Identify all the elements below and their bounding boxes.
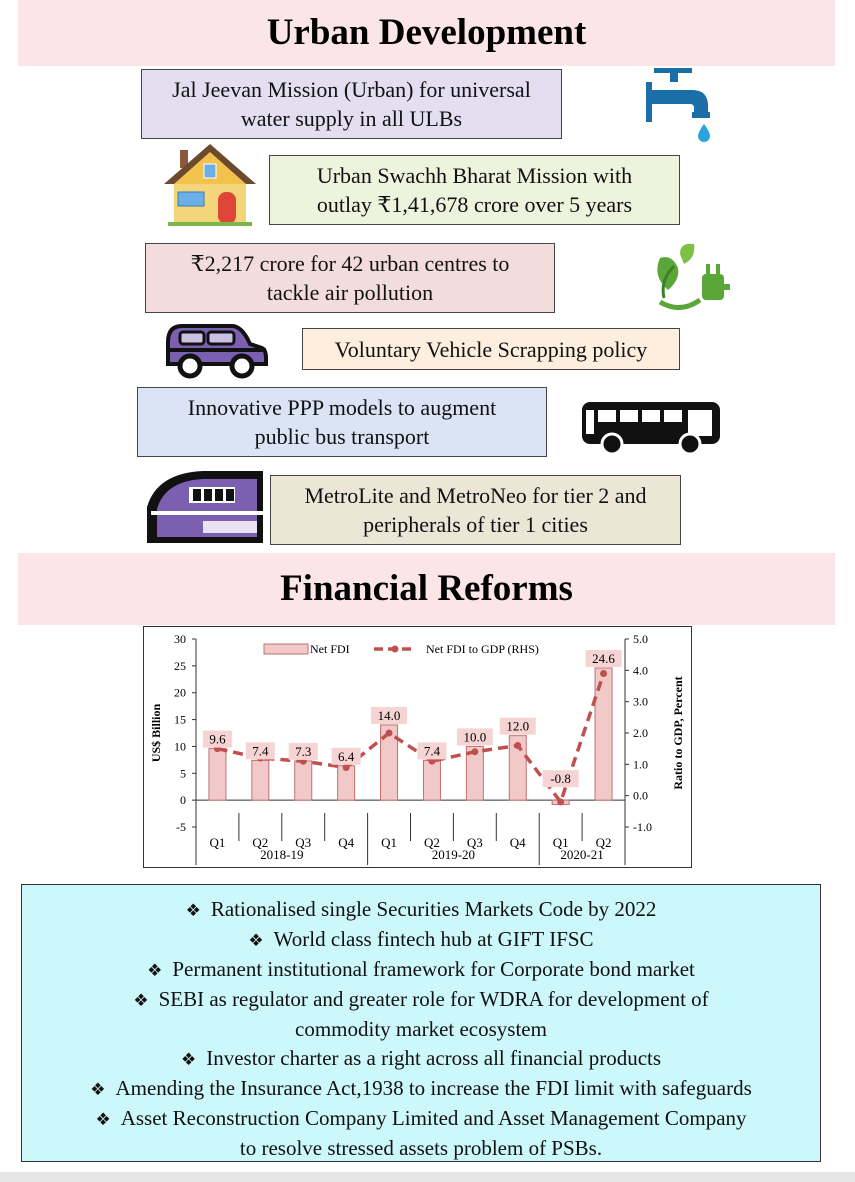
bullet-item-3-cont [30, 1015, 812, 1044]
car-icon [162, 318, 268, 382]
bar-net-fdi [209, 749, 226, 801]
line-point [514, 742, 521, 749]
bullet-text: Investor charter as a right across all financial products [206, 1046, 662, 1070]
bar-net-fdi [252, 760, 269, 800]
x-tick-label: Q1 [381, 835, 397, 850]
bullet-item-5 [30, 1074, 812, 1104]
y2-axis-label: Ratio to GDP, Percent [671, 676, 685, 790]
line-point [600, 670, 607, 677]
line-point [557, 798, 564, 805]
y2-tick-label: 3.0 [633, 694, 648, 709]
y2-tick-label: 0.0 [633, 788, 648, 803]
data-label: 9.6 [209, 731, 226, 747]
legend-line-label: Net FDI to GDP (RHS) [426, 642, 539, 656]
metro-train-icon [143, 467, 267, 547]
bullet-text: Permanent institutional framework for Corporate bond market [172, 957, 695, 981]
jal-jeevan-box [141, 69, 562, 139]
group-label: 2019-20 [431, 847, 476, 862]
jal-jeevan-line2: water supply in all ULBs [240, 106, 463, 131]
ppp-bus-box [137, 387, 547, 457]
financial-reforms-list [21, 884, 821, 1162]
air-pollution-box [145, 243, 555, 313]
data-label: 7.4 [252, 743, 269, 759]
bullet-item-0 [30, 895, 812, 925]
x-tick-label: Q3 [466, 835, 483, 850]
x-tick-label: Q2 [424, 835, 440, 850]
bullet-text: Asset Reconstruction Company Limited and Asset Management Company [120, 1106, 747, 1130]
house-icon [158, 140, 262, 228]
legend-bar-swatch [264, 644, 308, 654]
x-tick-label: Q1 [552, 835, 569, 850]
diamond-bullet-icon: ❖ [147, 961, 163, 980]
x-tick-label: Q3 [295, 835, 312, 850]
bus-icon [582, 400, 722, 456]
x-tick-label: Q4 [509, 835, 526, 850]
bullet-item-1 [30, 925, 812, 955]
data-label: -0.8 [550, 771, 571, 787]
bar-net-fdi [295, 761, 312, 800]
fdi-chart [143, 626, 692, 868]
diamond-bullet-icon: ❖ [248, 931, 264, 950]
y2-tick-label: 2.0 [633, 726, 648, 740]
bullet-item-6 [30, 1104, 812, 1134]
bullet-text: to resolve stressed assets problem of PSBs. [239, 1136, 603, 1160]
bottom-strip [0, 1172, 855, 1182]
air-pollution-line2: tackle air pollution [266, 280, 434, 305]
y2-tick-label: 1.0 [633, 757, 648, 772]
data-label: 6.4 [338, 748, 355, 764]
ppp-bus-line2: public bus transport [254, 424, 430, 449]
line-point [343, 764, 350, 771]
y-axis-label: US$ Billion [149, 703, 163, 763]
diamond-bullet-icon: ❖ [95, 1110, 111, 1129]
y-tick-label: 20 [174, 685, 186, 700]
water-tap-icon [646, 68, 716, 144]
y-tick-label: 0 [180, 793, 186, 808]
data-label: 12.0 [506, 718, 530, 734]
x-tick-label: Q1 [209, 835, 226, 850]
urban-development-banner [18, 0, 835, 66]
vehicle-scrapping-box [302, 328, 680, 370]
group-label: 2020-21 [560, 847, 604, 862]
data-label: 7.4 [423, 743, 441, 759]
x-tick-label: Q2 [595, 835, 612, 850]
diamond-bullet-icon: ❖ [185, 901, 201, 920]
legend-line-marker [392, 646, 399, 653]
air-pollution-line1: ₹2,217 crore for 42 urban centres to [190, 251, 510, 276]
y-tick-label: 30 [174, 632, 186, 646]
vehicle-scrapping-line1: Voluntary Vehicle Scrapping policy [334, 336, 648, 362]
line-point [471, 748, 478, 755]
bullet-item-3 [30, 985, 812, 1015]
data-label: 10.0 [463, 729, 487, 745]
green-plug-icon [650, 240, 732, 312]
bullet-text: World class fintech hub at GIFT IFSC [273, 927, 594, 951]
data-label: 7.3 [295, 743, 312, 759]
swachh-bharat-box [269, 155, 680, 225]
swachh-bharat-line1: Urban Swachh Bharat Mission with [316, 163, 633, 188]
y2-tick-label: 4.0 [633, 663, 648, 678]
data-label: 14.0 [377, 707, 401, 723]
y-tick-label: 25 [174, 658, 186, 673]
y2-tick-label: 5.0 [633, 632, 648, 646]
y-tick-label: -5 [176, 820, 186, 834]
x-tick-label: Q4 [338, 835, 355, 850]
diamond-bullet-icon: ❖ [133, 991, 149, 1010]
group-label: 2018-19 [260, 847, 304, 862]
bar-net-fdi [423, 760, 440, 800]
legend-bar-label: Net FDI [310, 642, 350, 656]
bullet-item-2 [30, 955, 812, 985]
jal-jeevan-line1: Jal Jeevan Mission (Urban) for universal [172, 77, 531, 102]
swachh-bharat-line2: outlay ₹1,41,678 crore over 5 years [316, 192, 633, 217]
y2-tick-label: -1.0 [633, 820, 652, 834]
data-label: 24.6 [592, 651, 615, 667]
metrolite-box [270, 475, 681, 545]
financial-reforms-title: Financial Reforms [280, 568, 573, 609]
y-tick-label: 5 [180, 766, 186, 781]
financial-reforms-banner [18, 553, 835, 625]
bullet-text: SEBI as regulator and greater role for WDRA for development of [158, 987, 709, 1011]
bullet-text: Rationalised single Securities Markets Code by 2022 [210, 897, 657, 921]
line-point [386, 730, 393, 737]
bullet-text: Amending the Insurance Act,1938 to increase the FDI limit with safeguards [115, 1076, 752, 1100]
bullet-item-4 [30, 1044, 812, 1074]
ppp-bus-line1: Innovative PPP models to augment [187, 395, 497, 420]
x-tick-label: Q2 [252, 835, 269, 850]
y-tick-label: 10 [174, 739, 186, 754]
urban-development-title: Urban Development [266, 12, 587, 53]
diamond-bullet-icon: ❖ [180, 1050, 197, 1069]
y-tick-label: 15 [174, 712, 186, 727]
fdi-chart-svg [144, 627, 693, 869]
metrolite-line2: peripherals of tier 1 cities [363, 512, 588, 537]
bullet-text: commodity market ecosystem [295, 1017, 547, 1041]
metrolite-line1: MetroLite and MetroNeo for tier 2 and [304, 483, 647, 508]
diamond-bullet-icon: ❖ [90, 1080, 106, 1099]
bullet-item-6-cont [30, 1134, 812, 1163]
